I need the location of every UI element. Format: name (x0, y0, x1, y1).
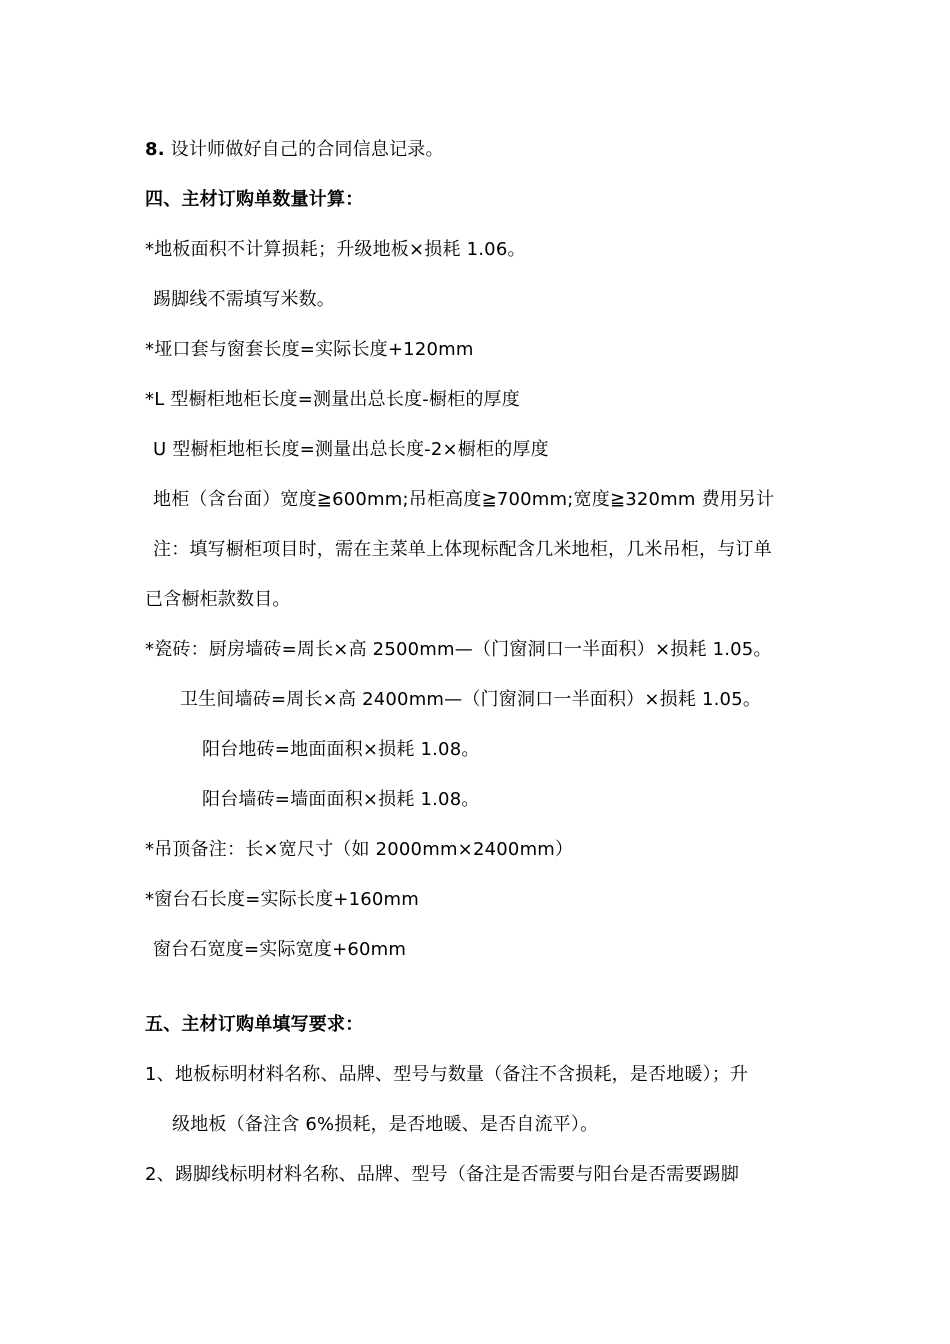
item-8-contract-record (145, 137, 444, 163)
l-cabinet-rule: *L 型橱柜地柜长度=测量出总长度-橱柜的厚度 (145, 389, 520, 410)
cabinet-note: 注：填写橱柜项目时，需在主菜单上体现标配含几米地柜，几米吊柜，与订单 (153, 539, 772, 560)
sill-length-rule: *窗台石长度=实际长度+160mm (145, 889, 419, 910)
section-5-heading: 五、主材订购单填写要求： (145, 1014, 364, 1035)
ceiling-note: *吊顶备注：长×宽尺寸（如 2000mm×2400mm） (145, 839, 574, 860)
floor-requirement-continued: 级地板（备注含 6%损耗，是否地暖、是否自流平）。 (172, 1114, 599, 1135)
bathroom-tile-rule: 卫生间墙砖=周长×高 2400mm—（门窗洞口一半面积）×损耗 1.05。 (180, 689, 762, 710)
sill-width-rule: 窗台石宽度=实际宽度+60mm (153, 939, 407, 960)
item-text: 设计师做好自己的合同信息记录。 (164, 139, 444, 160)
kitchen-tile-rule: *瓷砖：厨房墙砖=周长×高 2500mm—（门窗洞口一半面积）×损耗 1.05。 (145, 639, 772, 660)
floor-requirement: 1、地板标明材料名称、品牌、型号与数量（备注不含损耗，是否地暖）；升 (145, 1064, 749, 1085)
item-number: 8. (145, 139, 165, 160)
cabinet-dimension-rule: 地柜（含台面）宽度≧600mm;吊柜高度≧700mm;宽度≧320mm 费用另计 (153, 489, 775, 510)
cabinet-note-continued: 已含橱柜款数目。 (145, 589, 291, 610)
section-4-heading: 四、主材订购单数量计算： (145, 189, 364, 210)
balcony-wall-tile-rule: 阳台墙砖=墙面面积×损耗 1.08。 (202, 789, 480, 810)
floor-area-rule: *地板面积不计算损耗；升级地板×损耗 1.06。 (145, 239, 526, 260)
u-cabinet-rule: U 型橱柜地柜长度=测量出总长度-2×橱柜的厚度 (153, 439, 549, 460)
door-window-casing-rule: *垭口套与窗套长度=实际长度+120mm (145, 339, 474, 360)
skirting-rule: 踢脚线不需填写米数。 (153, 289, 335, 310)
skirting-requirement: 2、踢脚线标明材料名称、品牌、型号（备注是否需要与阳台是否需要踢脚 (145, 1164, 740, 1185)
balcony-floor-tile-rule: 阳台地砖=地面面积×损耗 1.08。 (202, 739, 480, 760)
